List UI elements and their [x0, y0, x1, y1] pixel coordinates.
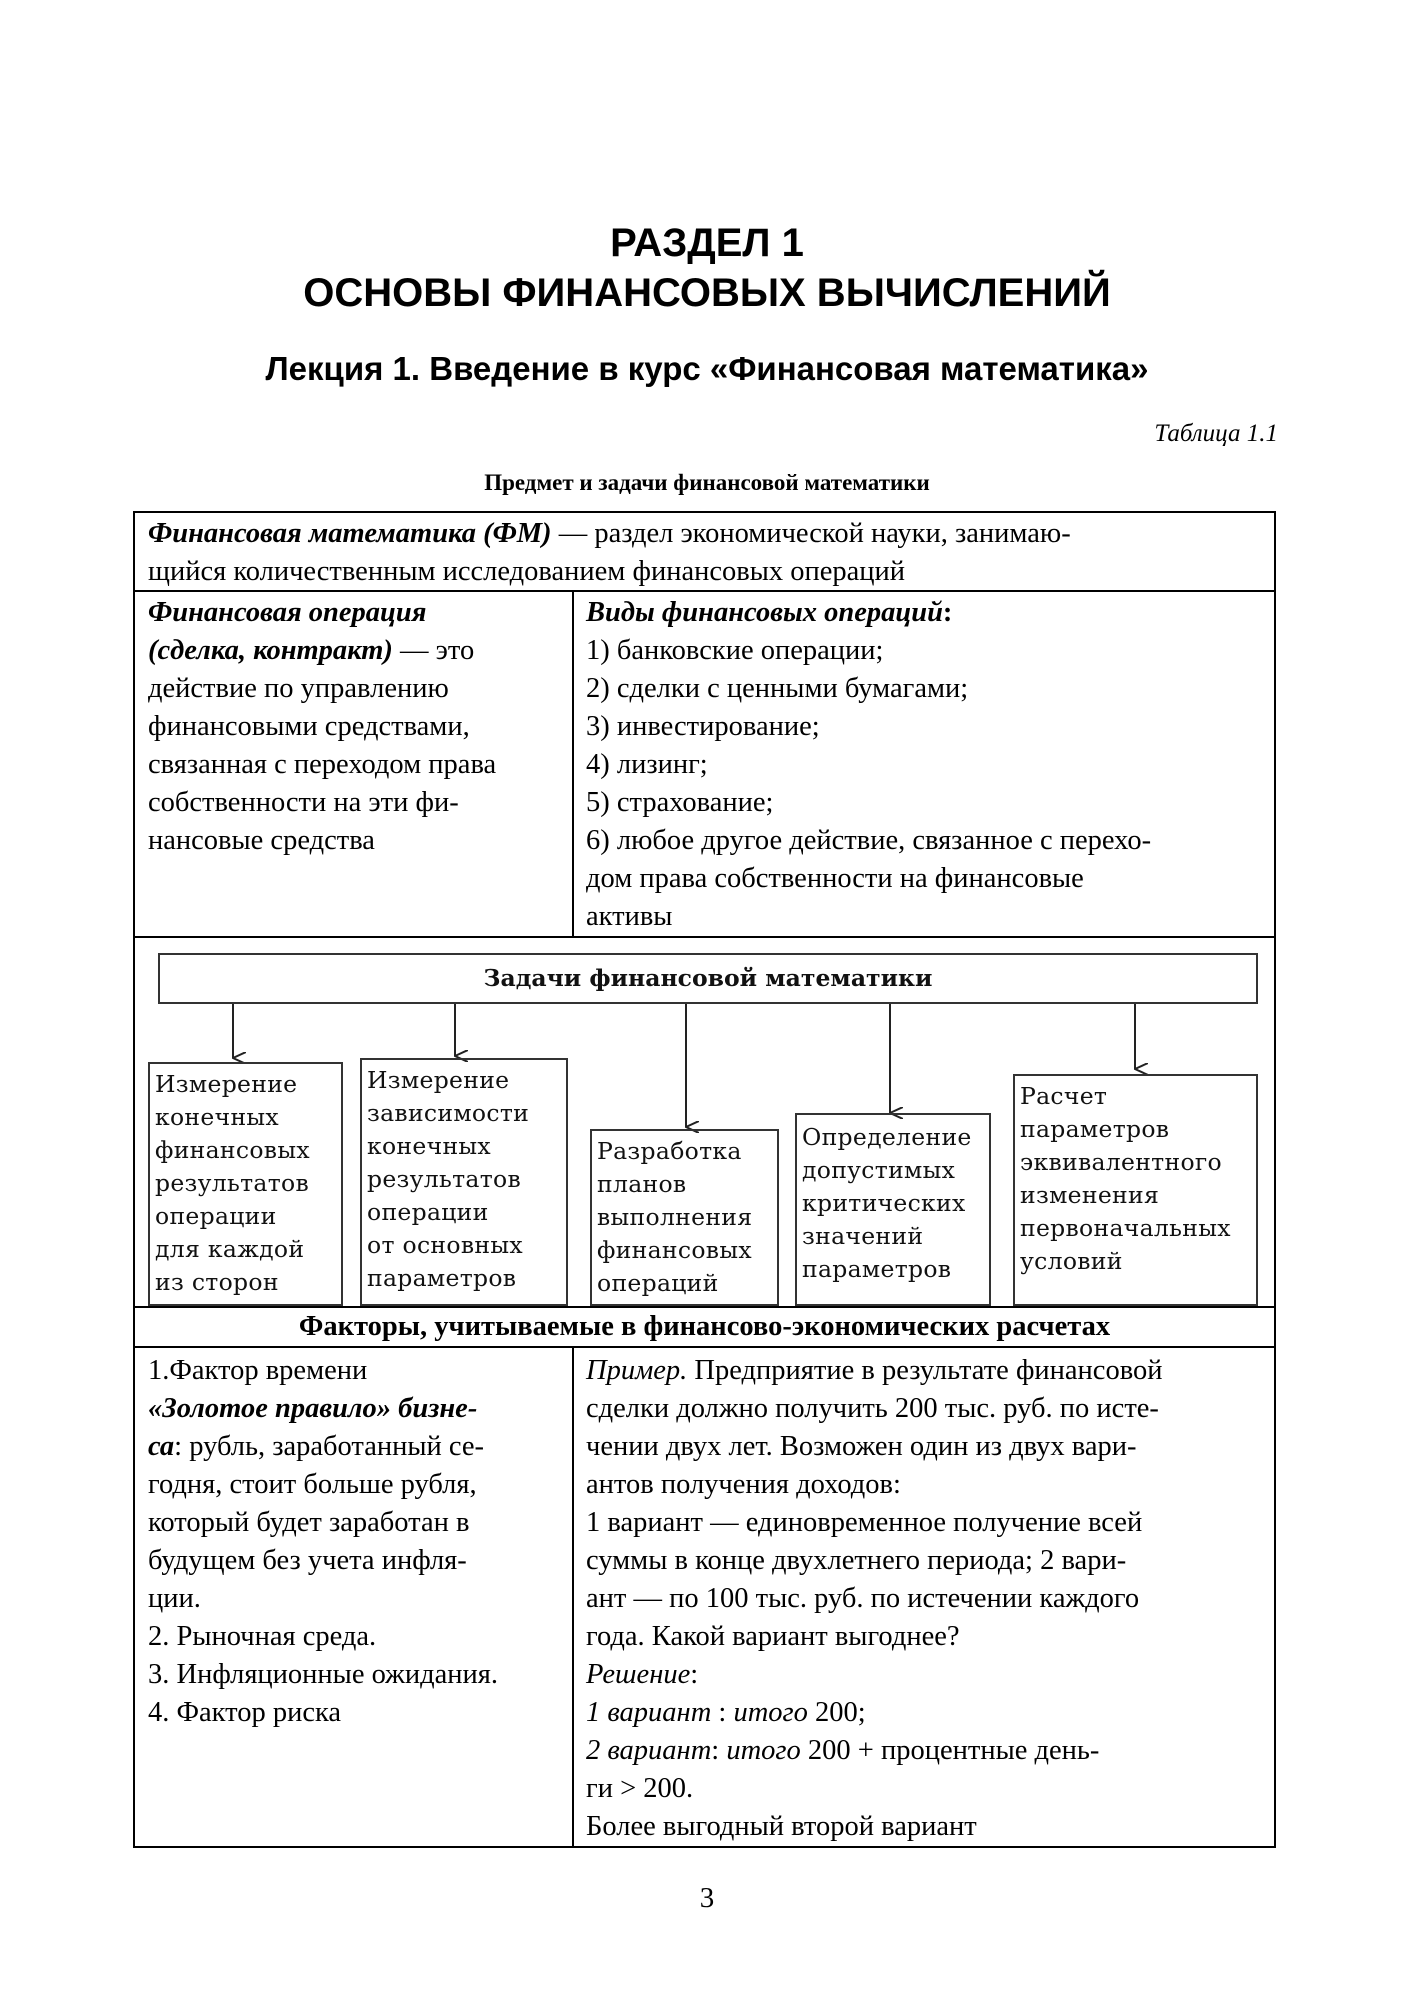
- task-box-line: эквивалентного: [1020, 1148, 1222, 1176]
- solution-label: Решение: [586, 1659, 691, 1690]
- solution-variant-1: [586, 1694, 1271, 1732]
- operation-line: связанная с переходом права: [148, 749, 497, 780]
- section-number: РАЗДЕЛ 1: [610, 221, 804, 265]
- kinds-title: Виды финансовых операций: [586, 597, 943, 628]
- factors-cell: [148, 1352, 568, 1732]
- table-row-divider: [133, 1346, 1276, 1348]
- kinds-item: 6) любое другое действие, связанное с перехо-: [586, 825, 1152, 856]
- task-box-line: от основных: [367, 1231, 523, 1259]
- variant-1-sep: :: [711, 1697, 734, 1728]
- solution-colon: :: [690, 1659, 699, 1690]
- conclusion: Более выгодный второй вариант: [586, 1811, 977, 1842]
- task-box-line: параметров: [367, 1264, 517, 1292]
- operation-line: нансовые средства: [148, 825, 375, 856]
- task-box-3: [590, 1129, 779, 1306]
- task-box-line: результатов: [155, 1169, 310, 1197]
- example-line: 1 вариант — единовременное получение всей: [586, 1507, 1143, 1538]
- factor-item: 3. Инфляционные ожидания.: [148, 1659, 498, 1690]
- variant-1-total-label: итого: [733, 1697, 808, 1728]
- example-line: суммы в конце двухлетнего периода; 2 вари-: [586, 1545, 1127, 1576]
- task-box-line: результатов: [367, 1165, 522, 1193]
- operation-line: действие по управлению: [148, 673, 449, 704]
- variant-2-line2: ги > 200.: [586, 1773, 694, 1804]
- task-box-line: Расчет: [1020, 1082, 1108, 1110]
- task-box-line: Определение: [802, 1123, 972, 1151]
- task-box-line: для каждой: [155, 1235, 305, 1263]
- task-box-line: конечных: [367, 1132, 491, 1160]
- task-box-line: критических: [802, 1189, 966, 1217]
- section-name: ОСНОВЫ ФИНАНСОВЫХ ВЫЧИСЛЕНИЙ: [303, 271, 1111, 315]
- golden-rule-text: : рубль, заработанный се-: [174, 1431, 485, 1462]
- kinds-item: 3) инвестирование;: [586, 711, 820, 742]
- definition-text-line2: щийся количественным исследованием финансовых операций: [148, 556, 906, 587]
- table-column-divider: [572, 590, 574, 937]
- kinds-cell: [586, 594, 1271, 936]
- task-box-1: [148, 1062, 343, 1306]
- golden-rule-line: который будет заработан в: [148, 1507, 470, 1538]
- task-box-5: [1013, 1074, 1258, 1306]
- kinds-item: 2) сделки с ценными бумагами;: [586, 673, 969, 704]
- task-box-line: операции: [367, 1198, 489, 1226]
- lecture-title: Лекция 1. Введение в курс «Финансовая математика»: [265, 350, 1149, 387]
- golden-rule-term-end: са: [148, 1431, 175, 1462]
- kinds-item: 4) лизинг;: [586, 749, 708, 780]
- example-cell: [586, 1352, 1271, 1846]
- task-box-line: значений: [802, 1222, 924, 1250]
- task-box-line: допустимых: [802, 1156, 956, 1184]
- example-label: Пример.: [586, 1355, 688, 1386]
- task-box-4: [795, 1113, 991, 1306]
- example-line: года. Какой вариант выгоднее?: [586, 1621, 960, 1652]
- example-line: ант — по 100 тыс. руб. по истечении каждого: [586, 1583, 1140, 1614]
- task-box-line: операций: [597, 1269, 719, 1297]
- task-box-2: [360, 1058, 568, 1306]
- kinds-item: дом права собственности на финансовые: [586, 863, 1084, 894]
- golden-rule-term: «Золотое правило» бизне-: [148, 1393, 478, 1424]
- task-box-line: планов: [597, 1170, 687, 1198]
- task-box-line: изменения: [1020, 1181, 1160, 1209]
- task-box-line: Разработка: [597, 1137, 742, 1165]
- golden-rule-line: годня, стоит больше рубля,: [148, 1469, 477, 1500]
- task-box-line: операции: [155, 1202, 277, 1230]
- operation-term: Финансовая операция: [148, 597, 427, 628]
- operation-line: собственности на эти фи-: [148, 787, 459, 818]
- task-box-line: финансовых: [597, 1236, 752, 1264]
- variant-2-value: 200 + процентные день-: [800, 1735, 1100, 1766]
- table-row-divider: [133, 936, 1276, 938]
- task-box-line: выполнения: [597, 1203, 753, 1231]
- golden-rule-line: будущем без учета инфля-: [148, 1545, 467, 1576]
- kinds-title-colon: :: [942, 597, 953, 628]
- factor-item: 2. Рыночная среда.: [148, 1621, 377, 1652]
- variant-2-label: 2 вариант: [586, 1735, 712, 1766]
- kinds-item: 5) страхование;: [586, 787, 774, 818]
- variant-1-label: 1 вариант: [586, 1697, 712, 1728]
- operation-text: — это: [392, 635, 475, 666]
- operation-synonyms: (сделка, контракт): [148, 635, 393, 666]
- variant-1-value: 200;: [807, 1697, 866, 1728]
- section-title: [0, 218, 1414, 318]
- task-box-line: конечных: [155, 1103, 279, 1131]
- task-box-line: параметров: [802, 1255, 952, 1283]
- task-box-line: Измерение: [155, 1070, 298, 1098]
- solution-variant-2: [586, 1732, 1271, 1770]
- table-number: Таблица 1.1: [1154, 420, 1278, 447]
- operation-cell: [148, 594, 568, 860]
- task-box-line: условий: [1020, 1247, 1123, 1275]
- variant-2-total-label: итого: [726, 1735, 801, 1766]
- table-caption: Предмет и задачи финансовой математики: [484, 470, 930, 495]
- tasks-header: Задачи финансовой математики: [158, 953, 1258, 1004]
- operation-line: финансовыми средствами,: [148, 711, 470, 742]
- factor-item: 4. Фактор риска: [148, 1697, 342, 1728]
- example-line: антов получения доходов:: [586, 1469, 901, 1500]
- example-line: сделки должно получить 200 тыс. руб. по исте-: [586, 1393, 1159, 1424]
- task-box-line: первоначальных: [1020, 1214, 1231, 1242]
- definition-cell: [148, 515, 1268, 591]
- example-text: Предприятие в результате финансовой: [687, 1355, 1163, 1386]
- factor-time: 1.Фактор времени: [148, 1355, 368, 1386]
- task-box-line: Измерение: [367, 1066, 510, 1094]
- task-box-line: зависимости: [367, 1099, 530, 1127]
- kinds-item: активы: [586, 901, 673, 932]
- factors-header: Факторы, учитываемые в финансово-экономических расчетах: [298, 1311, 1111, 1342]
- definition-text: — раздел экономической науки, занимаю-: [551, 518, 1071, 549]
- task-box-line: финансовых: [155, 1136, 310, 1164]
- definition-term: Финансовая математика (ФМ): [148, 518, 552, 549]
- task-box-line: параметров: [1020, 1115, 1170, 1143]
- kinds-item: 1) банковские операции;: [586, 635, 884, 666]
- table-column-divider: [572, 1346, 574, 1847]
- example-line: чении двух лет. Возможен один из двух вари-: [586, 1431, 1137, 1462]
- variant-2-sep: :: [711, 1735, 727, 1766]
- task-box-line: из сторон: [155, 1268, 279, 1296]
- golden-rule-line: ции.: [148, 1583, 201, 1614]
- page-number: 3: [699, 1882, 715, 1914]
